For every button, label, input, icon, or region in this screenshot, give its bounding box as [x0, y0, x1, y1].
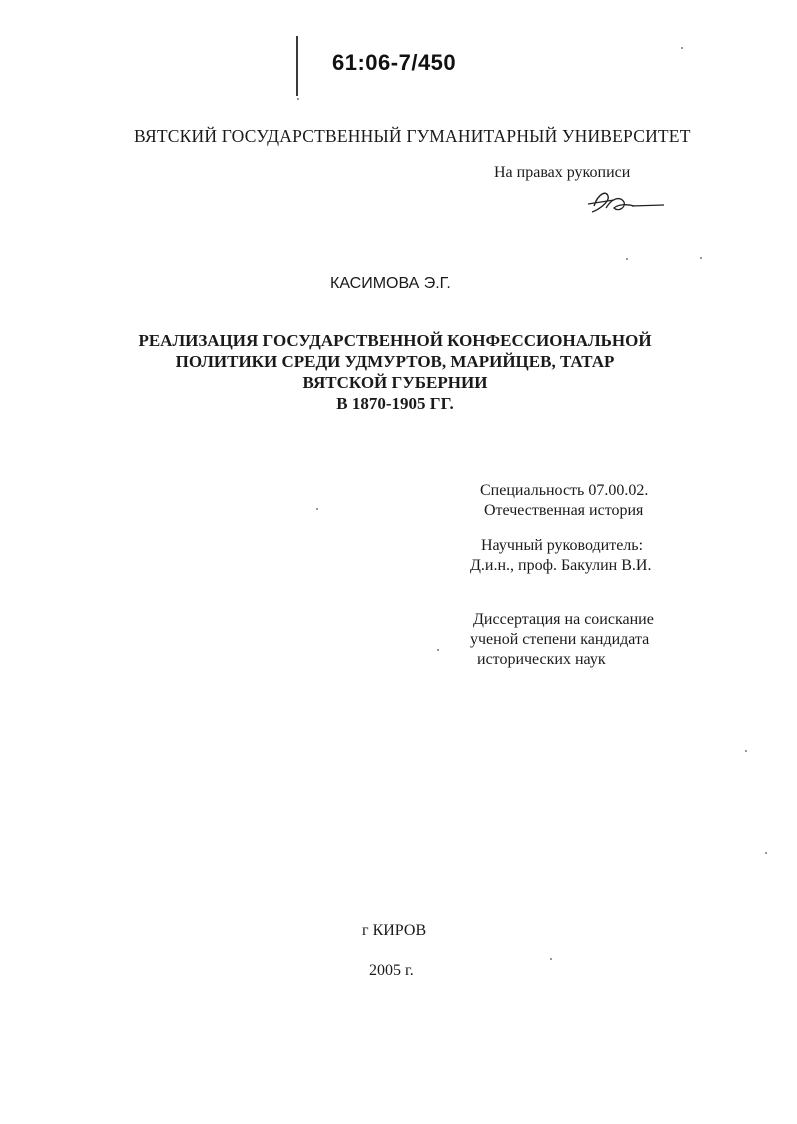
dissertation-note: [470, 610, 654, 670]
scan-speck: [550, 958, 552, 960]
scan-speck: [700, 257, 702, 259]
title-line: ПОЛИТИКИ СРЕДИ УДМУРТОВ, МАРИЙЦЕВ, ТАТАР: [175, 352, 615, 371]
city: г КИРОВ: [362, 922, 427, 939]
supervisor-label: Научный руководитель:: [481, 537, 644, 554]
title-line: В 1870-1905 ГГ.: [336, 394, 454, 413]
stamp-margin-line: [296, 36, 298, 96]
dissertation-line: исторических наук: [477, 651, 606, 668]
scan-speck: [316, 508, 318, 510]
scan-speck: [437, 649, 439, 651]
author-name: КАСИМОВА Э.Г.: [330, 275, 451, 292]
specialty-name: Отечественная история: [484, 502, 644, 519]
supervisor-block: [470, 536, 652, 576]
specialty-code: Специальность 07.00.02.: [480, 482, 649, 499]
dissertation-line: Диссертация на соискание: [473, 611, 654, 628]
archive-stamp-code: 61:06-7/450: [332, 50, 457, 75]
rights-note: На правах рукописи: [494, 164, 631, 181]
scan-speck: [626, 258, 628, 260]
title-line: РЕАЛИЗАЦИЯ ГОСУДАРСТВЕННОЙ КОНФЕССИОНАЛЬНОЙ: [138, 331, 652, 350]
scan-speck: [765, 852, 767, 854]
specialty-block: [480, 481, 648, 521]
handwritten-signature: [584, 186, 666, 216]
year: 2005 г.: [369, 962, 414, 979]
dissertation-line: ученой степени кандидата: [470, 631, 650, 648]
supervisor-name: Д.и.н., проф. Бакулин В.И.: [470, 557, 652, 574]
university-name: ВЯТСКИЙ ГОСУДАРСТВЕННЫЙ ГУМАНИТАРНЫЙ УНИВЕРСИТЕТ: [134, 126, 691, 146]
dissertation-title: [100, 330, 690, 414]
scan-speck: [745, 750, 747, 752]
scan-speck: [297, 98, 299, 100]
title-line: ВЯТСКОЙ ГУБЕРНИИ: [302, 373, 488, 392]
scan-speck: [681, 47, 683, 49]
